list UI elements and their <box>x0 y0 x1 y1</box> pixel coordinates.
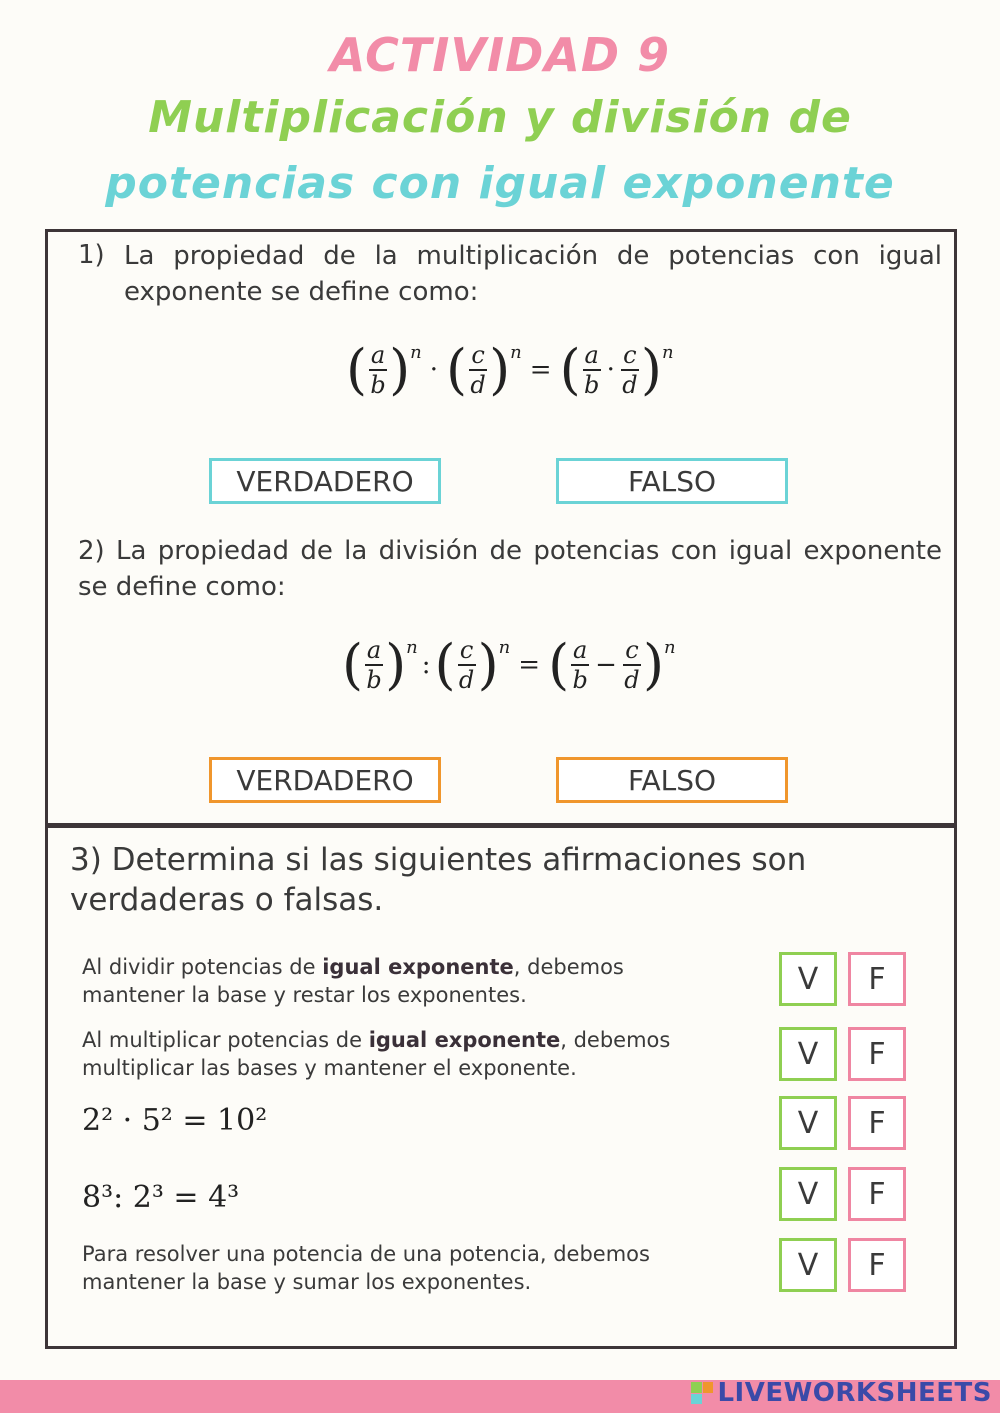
question-2-text: 2) La propiedad de la división de potencias con igual exponente se define como: <box>78 536 942 602</box>
statement-2-post: , debemos multiplicar las bases y mantener el exponente. <box>82 1028 671 1080</box>
statement-2 <box>82 1026 762 1082</box>
statement-5-f-button[interactable]: F <box>848 1238 906 1292</box>
liveworksheets-logo[interactable] <box>691 1378 992 1408</box>
activity-title: ACTIVIDAD 9 <box>329 28 671 82</box>
statement-4-equation: 8³: 2³ = 4³ <box>82 1180 240 1215</box>
question-2-box <box>45 527 957 826</box>
question-3-title: 3) Determina si las siguientes afirmaciones son verdaderas o falsas. <box>70 842 807 918</box>
statement-3-equation: 2² · 5² = 10² <box>82 1103 268 1138</box>
topic-title-line-2: potencias con igual exponente <box>105 158 895 209</box>
q1-false-button[interactable]: FALSO <box>556 458 788 504</box>
statement-3-f-button[interactable]: F <box>848 1096 906 1150</box>
statement-1-f-button[interactable]: F <box>848 952 906 1006</box>
statement-5: Para resolver una potencia de una potencia, debemos mantener la base y sumar los exponentes. <box>82 1242 650 1294</box>
q2-false-button[interactable]: FALSO <box>556 757 788 803</box>
question-1-number: 1) <box>78 240 105 270</box>
q1-true-button[interactable]: VERDADERO <box>209 458 441 504</box>
statement-2-pre: Al multiplicar potencias de <box>82 1028 369 1052</box>
question-3-box <box>45 825 957 1349</box>
liveworksheets-logo-icon <box>691 1382 713 1404</box>
statement-1-v-button[interactable]: V <box>779 952 837 1006</box>
statement-2-v-button[interactable]: V <box>779 1027 837 1081</box>
statement-4-v-button[interactable]: V <box>779 1167 837 1221</box>
statement-5-v-button[interactable]: V <box>779 1238 837 1292</box>
multiplication-formula: ( $\frac{a}{b}$ ) n · ( $\frac{c}{d}$ ) n = ( $\frac{a}{b}$ · $\frac{c}{d}$ ) n <box>346 337 674 401</box>
statement-2-f-button[interactable]: F <box>848 1027 906 1081</box>
statement-1-bold: igual exponente <box>322 955 514 979</box>
statement-2-bold: igual exponente <box>368 1028 561 1052</box>
statement-4-f-button[interactable]: F <box>848 1167 906 1221</box>
statement-3-v-button[interactable]: V <box>779 1096 837 1150</box>
liveworksheets-brand: LIVEWORKSHEETS <box>717 1378 992 1408</box>
division-formula: ( $\frac{a}{b}$ ) n : ( $\frac{c}{d}$ ) n = ( $\frac{a}{b}$ − $\frac{c}{d}$ ) n <box>342 632 676 696</box>
topic-title-line-1: Multiplicación y división de <box>148 92 852 143</box>
question-1-box <box>45 229 957 531</box>
question-1-text: La propiedad de la multiplicación de potencias con igual exponente se define como: <box>124 241 942 307</box>
statement-1-pre: Al dividir potencias de <box>82 955 323 979</box>
statement-1-post: , debemos mantener la base y restar los exponentes. <box>82 955 624 1007</box>
statement-1 <box>82 953 722 1009</box>
q2-true-button[interactable]: VERDADERO <box>209 757 441 803</box>
